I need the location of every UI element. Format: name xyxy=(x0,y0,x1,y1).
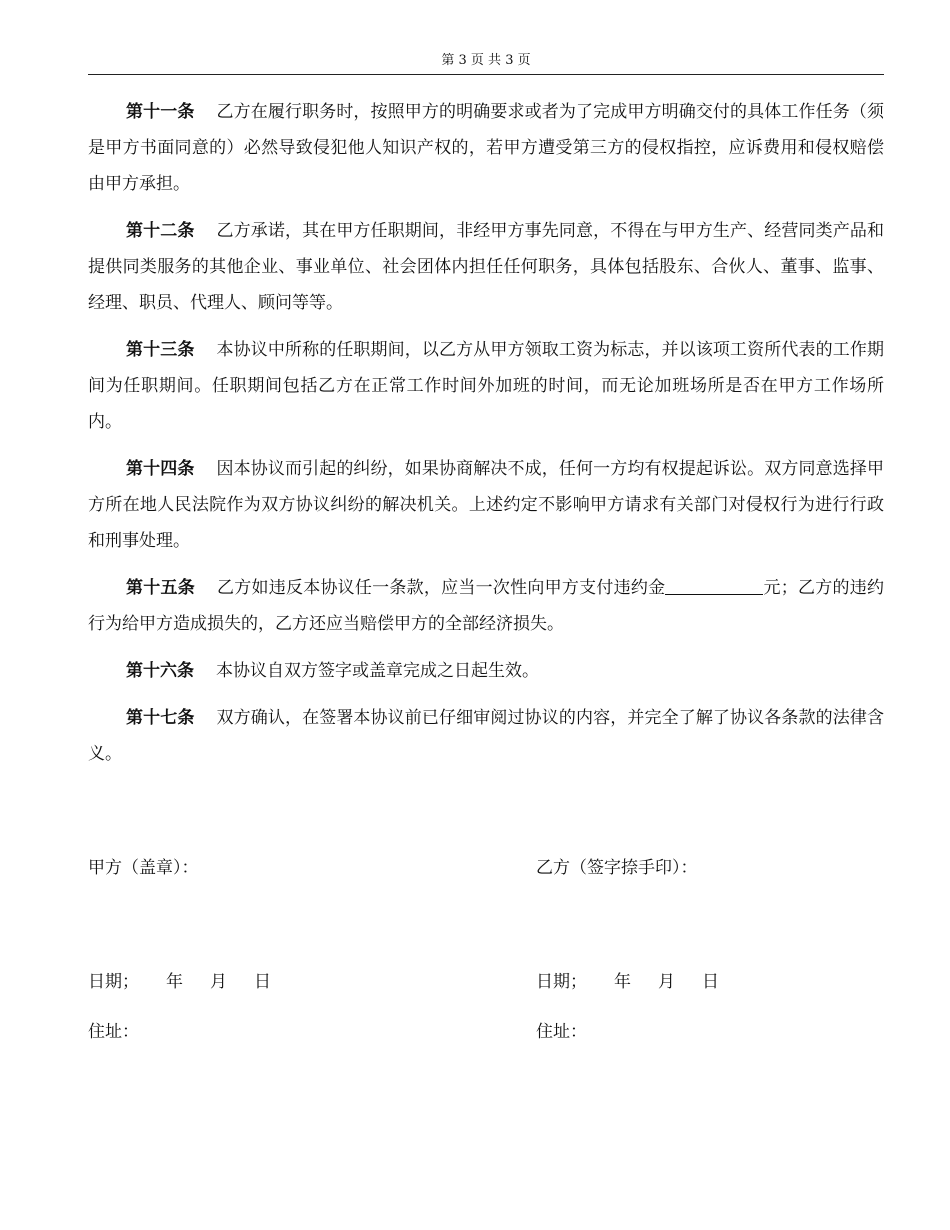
article-text: 乙方在履行职务时，按照甲方的明确要求或者为了完成甲方明确交付的具体工作任务（须是甲方书面同意的）必然导致侵犯他人知识产权的，若甲方遭受第三方的侵权指控，应诉费用和侵权赔偿由甲方承担。 xyxy=(88,102,885,194)
party-a-seal-label: 甲方（盖章）： xyxy=(88,858,199,878)
article-number: 第十三条 xyxy=(126,340,195,360)
article-14 xyxy=(88,451,884,559)
article-text: 本协议自双方签字或盖章完成之日起生效。 xyxy=(216,661,539,681)
article-number: 第十五条 xyxy=(126,578,195,598)
penalty-amount-blank[interactable] xyxy=(665,576,763,595)
contract-body xyxy=(88,94,884,783)
article-13 xyxy=(88,332,884,440)
party-b-date-line: 日期； 年 月 日 xyxy=(536,972,720,992)
article-11 xyxy=(88,94,884,202)
article-text-cont: 元；乙方的违约行为给甲方造成损失的，乙方还应当赔偿甲方的全部经济损失。 xyxy=(88,578,885,634)
party-b-address-label: 住址： xyxy=(536,1022,587,1042)
article-number: 第十六条 xyxy=(126,661,194,681)
article-number: 第十七条 xyxy=(126,708,195,728)
page-header xyxy=(88,50,884,75)
article-text: 本协议中所称的任职期间，以乙方从甲方领取工资为标志，并以该项工资所代表的工作期间为任职期间。任职期间包括乙方在正常工作时间外加班的时间，而无论加班场所是否在甲方工作场所内。 xyxy=(88,340,885,432)
article-text: 乙方承诺，其在甲方任职期间，非经甲方事先同意，不得在与甲方生产、经营同类产品和提供同类服务的其他企业、事业单位、社会团体内担任任何职务，具体包括股东、合伙人、董事、监事、经理、职员、代理人、顾问等等。 xyxy=(88,221,885,313)
party-a-date-line: 日期； 年 月 日 xyxy=(88,972,272,992)
party-b-signature-label: 乙方（签字捺手印）： xyxy=(536,858,698,878)
article-number: 第十四条 xyxy=(126,459,195,479)
article-12 xyxy=(88,213,884,321)
page-number-label: 第 3 页 共 3 页 xyxy=(441,53,531,68)
article-number: 第十一条 xyxy=(126,102,195,122)
article-16 xyxy=(88,653,884,689)
article-17 xyxy=(88,700,884,772)
article-text: 乙方如违反本协议任一条款，应当一次性向甲方支付违约金 xyxy=(216,578,666,598)
article-text: 双方确认，在签署本协议前已仔细审阅过协议的内容，并完全了解了协议各条款的法律含义。 xyxy=(88,708,885,764)
article-15 xyxy=(88,570,884,642)
article-text: 因本协议而引起的纠纷，如果协商解决不成，任何一方均有权提起诉讼。双方同意选择甲方所在地人民法院作为双方协议纠纷的解决机关。上述约定不影响甲方请求有关部门对侵权行为进行行政和刑事处理。 xyxy=(88,459,885,551)
party-a-address-label: 住址： xyxy=(88,1022,139,1042)
article-number: 第十二条 xyxy=(126,221,195,241)
